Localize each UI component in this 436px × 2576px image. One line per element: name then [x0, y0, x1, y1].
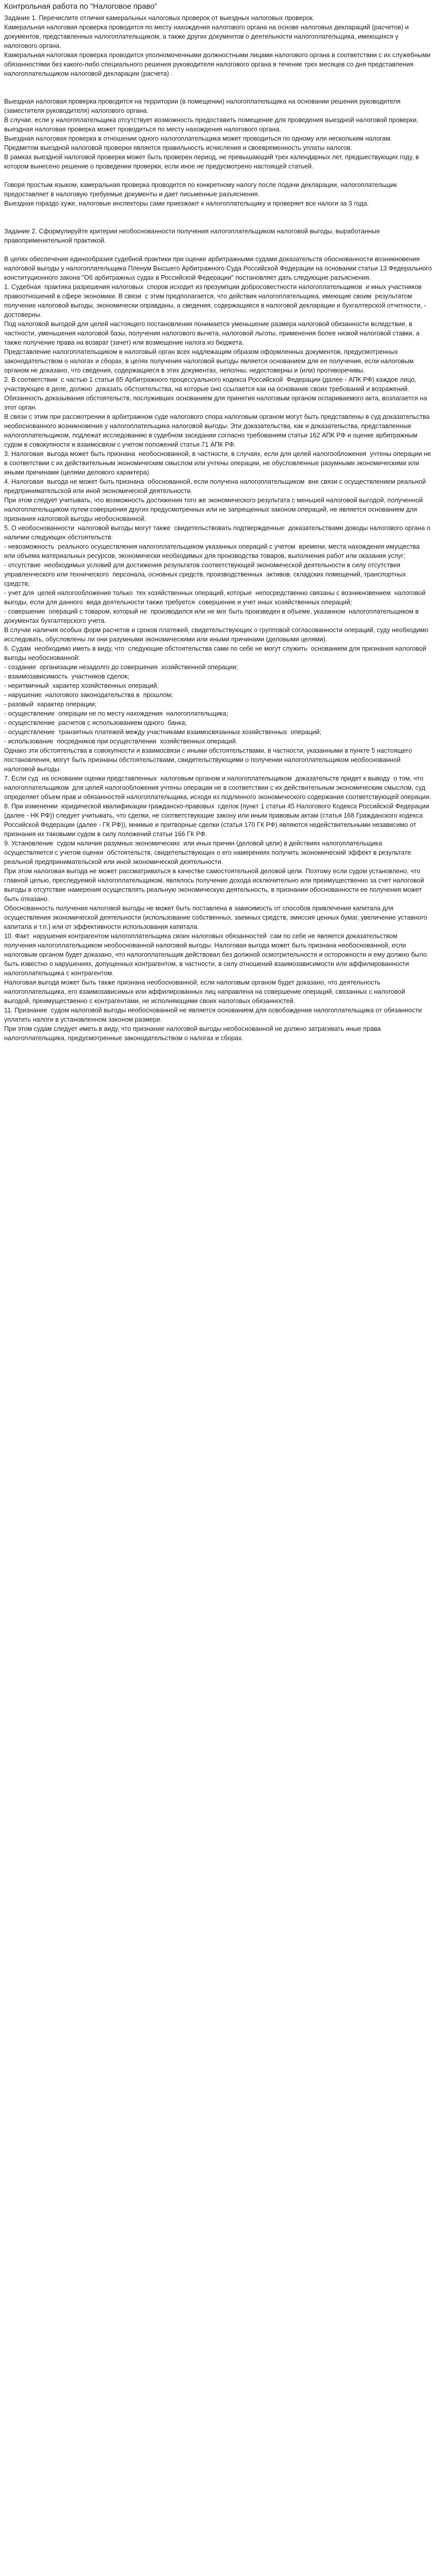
paragraph: Выездная гораздо хуже, налоговые инспекторы сами приезжают к налогоплательщику и проверяет все налоги за 3 года.: [4, 200, 369, 207]
paragraph: - учет для целей налогообложения только тех хозяйственных операций, которые непосредственно связаны с возникновением налоговой выгоды, если для данного вида деятельности также требуется совершение и учет иных хозяйственных операций;: [4, 589, 427, 606]
paragraph: Камеральная налоговая проверка проводится по месту нахождения налогового органа на основе налоговых деклараций (расчетов) и документов, представленных налогоплательщиком, а также других документов о деятельности налогоплательщика, имеющихся у налогового органа.: [4, 24, 411, 49]
paragraph: При этом следует учитывать, что возможность достижения того же экономического результата с меньшей налоговой выгодой, полученной налогоплательщиком путем совершения других предусмотренных или не запрещенных законом операций, не является основанием для признания налоговой выгоды необоснованной.: [4, 497, 425, 522]
paragraph: 5. О необоснованности налоговой выгоды могут также свидетельствовать подтвержденные доказательствами доводы налогового органа о наличии следующих обстоятельств:: [4, 524, 432, 541]
paragraph: 7. Если суд на основании оценки представленных налоговым органом и налогоплательщиком доказательств придет к выводу о том, что налогоплательщиком для целей налогообложения учтены операции не в соответствии с их действительным экономическим смыслом, суд определяет объем прав и обязанностей налогоплательщика, исходя из подлинного экономического содержания соответствующей операции.: [4, 775, 431, 801]
paragraph: В случае, если у налогоплательщика отсутствует возможность предоставить помещение для проведения выездной налоговой проверки, выездная налоговая проверка может проводиться по месту нахождения налогового органа.: [4, 116, 421, 133]
blank-line: [4, 208, 432, 217]
paragraph: - взаимозависимость участников сделок;: [4, 673, 130, 680]
paragraph: Под налоговой выгодой для целей настоящего постановления понимается уменьшение размера налоговой обязанности вследствие, в частности, уменьшения налоговой базы, получения налогового вычета, налоговой льготы, применения более низкой налоговой ставки, а также получение права на возврат (зачет) или возмещение налога из бюджета.: [4, 320, 422, 346]
paragraph: Предметом выездной налоговой проверки является правильность исчисления и своевременность уплаты налогов.: [4, 144, 353, 151]
paragraph: Говоря простым языком, камеральная проверка проводится по конкретному налогу после подачи декларации, налогоплательщик предоставляет в налоговую требуемые документы и дает письменные разъяснения.: [4, 181, 399, 198]
document-page: [0, 0, 436, 1049]
paragraph: При этом судам следует иметь в виду, что признание налоговой выгоды необоснованной не должно затрагивать иные права налогоплательщика, предусмотренные законодательством о налогах и сборах.: [4, 1025, 383, 1042]
paragraph: Выездная налоговая проверка проводится на территории (в помещении) налогоплательщика на основании решения руководителя (заместителя руководителя) налогового органа.: [4, 98, 403, 114]
paragraph: Однако эти обстоятельства в совокупности и взаимосвязи с иными обстоятельствами, в частности, указанными в пункте 5 настоящего постановления, могут быть признаны обстоятельствами, свидетельствующими о получении налогоплательщиком необоснованной налоговой выгоды.: [4, 747, 414, 773]
blank-line: [4, 171, 432, 180]
paragraph: Выездная налоговая проверка в отношении одного налогоплательщика может проводиться по одному или нескольким налогам.: [4, 135, 392, 142]
blank-line: [4, 217, 432, 227]
paragraph: - создание организации незадолго до совершения хозяйственной операции;: [4, 664, 238, 671]
paragraph: - осуществление операции не по месту нахождения налогоплательщика;: [4, 710, 229, 717]
paragraph: 4. Налоговая выгода не может быть признана обоснованной, если получена налогоплательщиком вне связи с осуществлением реальной предпринимательской или иной экономической деятельности.: [4, 478, 428, 495]
paragraph: В целях обеспечения единообразия судебной практики при оценке арбитражными судами доказательств обоснованности возникновения налоговой выгоды у налогоплательщика Пленум Высшего Арбитражного Суда Российской Федерации на основании статьи 13 Федерального конституционного закона "Об арбитражных судах в Российской Федерации" постановляет дать следующие разъяснения.: [4, 256, 434, 281]
paragraph: - использование посредников при осуществлении хозяйственных операций.: [4, 738, 238, 745]
paragraph: В случае наличия особых форм расчетов и сроков платежей, свидетельствующих о групповой согласованности операций, суду необходимо исследовать, обусловлены ли они разумными экономическими или иными причинами (деловыми целями).: [4, 626, 430, 643]
paragraph: Обоснованность получения налоговой выгоды не может быть поставлена в зависимость от способов привлечения капитала для осуществления экономической деятельности (использование собственных, заемных средств, эмиссия ценных бумаг, увеличение уставного капитала и т.п.) или от эффективности использования капитала.: [4, 905, 429, 930]
paragraph: - разовый характер операции;: [4, 701, 97, 708]
paragraph: В рамках выездной налоговой проверки может быть проверен период, не превышающий трех календарных лет, предшествующих году, в котором вынесено решение о проведении проверки, если иное не предусмотрено настоящей статьей.: [4, 154, 421, 170]
paragraph: 9. Установление судом наличия разумных экономических или иных причин (деловой цели) в действиях налогоплательщика осуществляется с учетом оценки обстоятельств, свидетельствующих о его намерениях получить экономический эффект в результате реальной предпринимательской или иной экономической деятельности.: [4, 840, 413, 866]
paragraph: Задание 2. Сформулируйте критерии необоснованности получения налогоплательщиком налоговой выгоды, выработанные правоприменительной практикой.: [4, 228, 382, 244]
paragraph: - невозможность реального осуществления налогоплательщиком указанных операций с учетом времени, места нахождения имущества или объема материальных ресурсов, экономически необходимых для производства товаров, выполнения работ или оказания услуг;: [4, 543, 422, 560]
blank-line: [4, 78, 432, 88]
paragraph: 3. Налоговая выгода может быть признана необоснованной, в частности, в случаях, если для целей налогообложения учтены операции не в соответствии с их действительным экономическим смыслом или учтены операции, не обусловленные разумными экономическими или иными причинами (целями делового характера).: [4, 450, 433, 476]
paragraph: - осуществление расчетов с использованием одного банка;: [4, 719, 187, 726]
blank-line: [4, 88, 432, 97]
paragraph: В связи с этим при рассмотрении в арбитражном суде налогового спора налоговым органом могут быть представлены в суд доказательства необоснованного возникновения у налогоплательщика налоговой выгоды. Эти доказательства, как и доказательства, представленные налогоплательщиком, подлежат исследованию в судебном заседании согласно требованиям статьи 162 АПК РФ и оценке арбитражным судом в совокупности и взаимосвязи с учетом положений статьи 71 АПК РФ.: [4, 413, 432, 448]
paragraph: - неритмичный характер хозяйственных операций;: [4, 682, 159, 689]
paragraph: - нарушение налогового законодательства в прошлом;: [4, 691, 173, 699]
paragraph: 1. Судебная практика разрешения налоговых споров исходит из презумпции добросовестности налогоплательщиков и иных участников правоотношений в сфере экономики. В связи с этим предполагается, что действия налогоплательщика, имеющие своим результатом получение налоговой выгоды, экономически оправданы, а сведения, содержащиеся в налоговой декларации и бухгалтерской отчетности, - достоверны.: [4, 283, 428, 318]
paragraph: 6. Судам необходимо иметь в виду, что следующие обстоятельства сами по себе не могут служить основанием для признания налоговой выгоды необоснованной:: [4, 645, 428, 662]
blank-line: [4, 245, 432, 255]
paragraph: Представление налогоплательщиком в налоговый орган всех надлежащим образом оформленных документов, предусмотренных законодательством о налогах и сборах, в целях получения налоговой выгоды является основанием для ее получения, если налоговым органом не доказано, что сведения, содержащиеся в этих документах, неполны, недостоверны и (или) противоречивы.: [4, 348, 416, 374]
paragraph: 8. При изменении юридической квалификации гражданско-правовых сделок (пункт 1 статьи 45 Налогового Кодекса Российской Федерации (далее - НК РФ)) следует учитывать, что сделки, не соответствующие закону или иным правовым актам (статья 168 Гражданского кодекса Российской Федерации (далее - ГК РФ)), мнимые и притворные сделки (статья 170 ГК РФ) являются недействительными независимо от признания их таковыми судом в силу положений статьи 166 ГК РФ.: [4, 803, 431, 838]
paragraph: 2. В соответствии с частью 1 статьи 65 Арбитражного процессуального кодекса Российской Федерации (далее - АПК РФ) каждое лицо, участвующее в деле, должно доказать обстоятельства, на которые оно ссылается как на основание своих требований и возражений. Обязанность доказывания обстоятельств, послуживших основанием для принятия налоговым органом оспариваемого акта, возлагается на этот орган.: [4, 376, 429, 411]
paragraph: Камеральная налоговая проверка проводится уполномоченными должностными лицами налогового органа в соответствии с их служебными обязанностями без какого-либо специального решения руководителя налогового органа в течение трех месяцев со дня представления налогоплательщиком налоговой декларации (расчета) .: [4, 52, 432, 77]
document-title: Контрольная работа по "Налоговое право": [4, 2, 158, 11]
paragraph: - отсутствие необходимых условий для достижения результатов соответствующей экономической деятельности в силу отсутствия управленческого или технического персонала, основных средств, производственных активов, складских помещений, транспортных средств;: [4, 562, 408, 587]
document-body: [4, 13, 432, 1043]
paragraph: Налоговая выгода может быть также признана необоснованной, если налоговым органом будет доказано, что деятельность налогоплательщика, его взаимозависимых или аффилированных лиц направлена на совершение операций, связанных с налоговой выгодой, преимущественно с контрагентами, не исполняющими своих налоговых обязанностей.: [4, 979, 407, 1005]
paragraph: Задание 1. Перечислите отличия камеральных налоговых проверок от выездных налоговых проверок.: [4, 14, 315, 22]
paragraph: - осуществление транзитных платежей между участниками взаимосвязанных хозяйственных операций;: [4, 728, 322, 736]
paragraph: 10. Факт нарушения контрагентом налогоплательщика своих налоговых обязанностей сам по себе не является доказательством получения налогоплательщиком необоснованной налоговой выгоды. Налоговая выгода может быть признана необоснованной, если налоговым органом будет доказано, что налогоплательщик действовал без должной осмотрительности и осторожности и ему должно было быть известно о нарушениях, допущенных контрагентом, в частности, в силу отношений взаимозависимости или аффилированности налогоплательщика с контрагентом.: [4, 933, 429, 977]
paragraph: - совершение операций с товаром, который не производился или не мог быть произведен в объеме, указанном налогоплательщиком в документах бухгалтерского учета.: [4, 608, 421, 624]
paragraph: 11. Признание судом налоговой выгоды необоснованной не является основанием для освобождения налогоплательщика от обязанности уплатить налоги в установленном законом размере.: [4, 1007, 424, 1023]
paragraph: При этом налоговая выгода не может рассматриваться в качестве самостоятельной деловой цели. Поэтому если судом установлено, что главной целью, преследуемой налогоплательщиком, являлось получение дохода исключительно или преимущественно за счет налоговой выгоды в отсутствие намерения осуществлять реальную экономическую деятельность, в признании обоснованности ее получения может быть отказано.: [4, 868, 426, 903]
